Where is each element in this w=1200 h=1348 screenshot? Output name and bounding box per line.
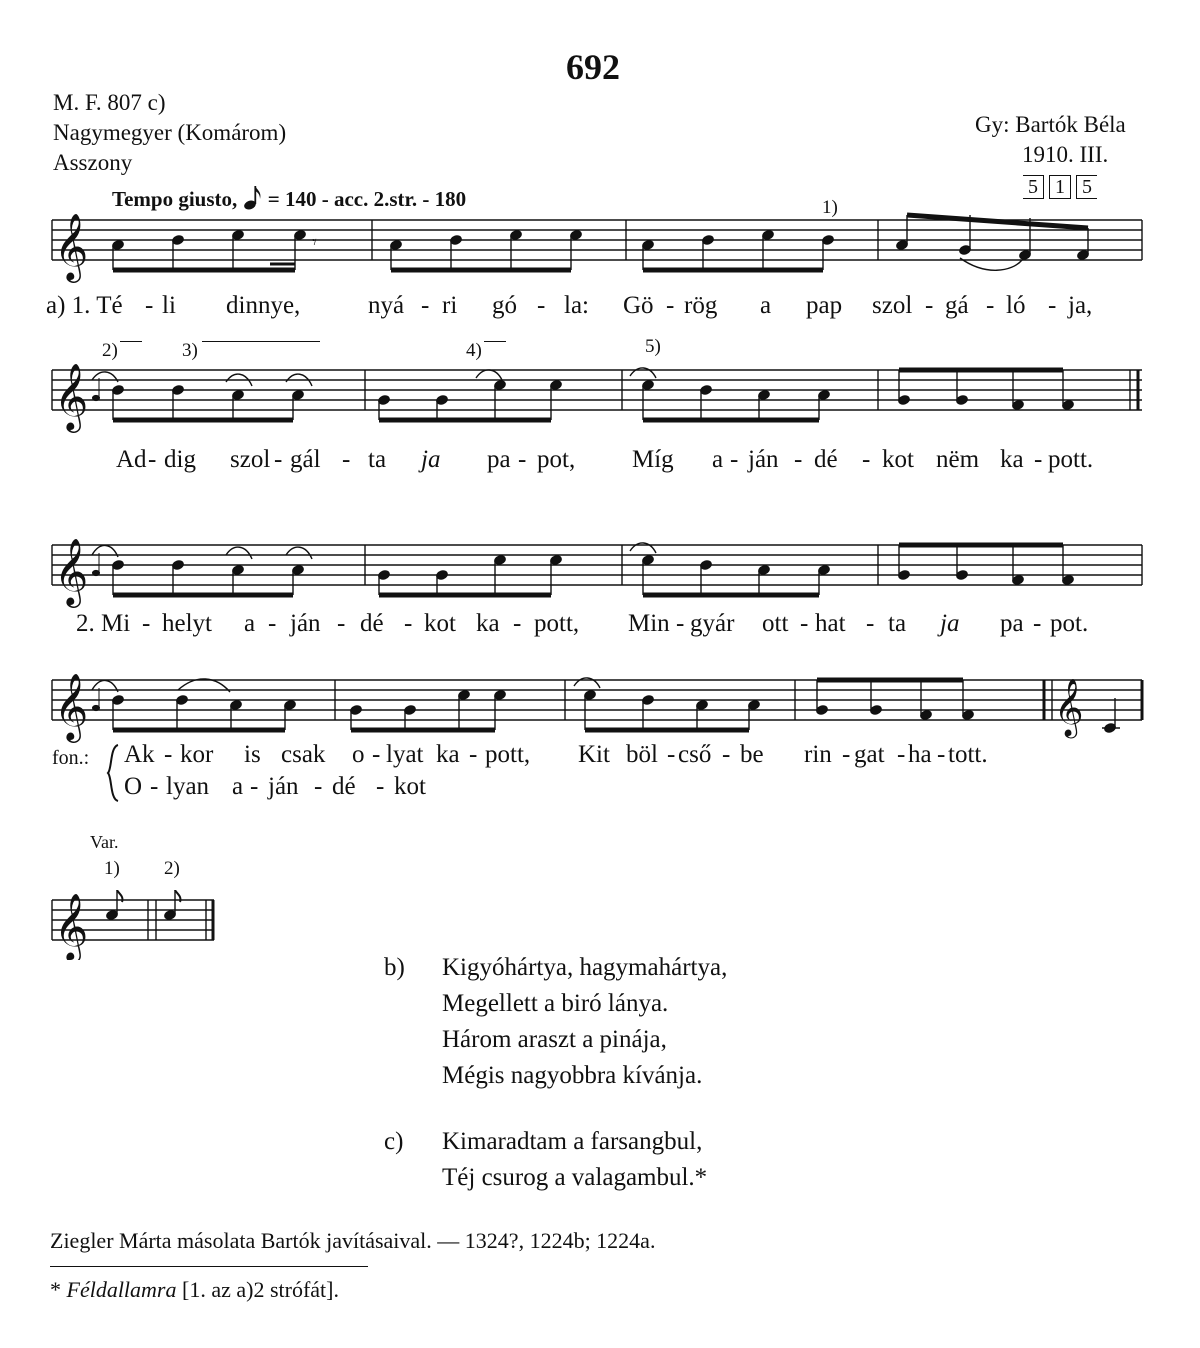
lyric-syllable: kot (882, 446, 914, 473)
lyric-syllable: o (352, 741, 365, 768)
lyric-syllable: li (162, 292, 176, 319)
marker-4: 4) (466, 340, 506, 362)
lyric-syllable: Ak (124, 741, 155, 768)
lyric-syllable: - (250, 773, 259, 800)
variant-label: Var. (90, 832, 119, 852)
lyric-syllable: 2. Mi (76, 610, 131, 637)
lyric-syllable: Kit (578, 741, 610, 768)
lyric-syllable: Ad (116, 446, 147, 473)
lyric-syllable: szol (230, 446, 271, 473)
lyric-syllable: pott. (1048, 446, 1094, 473)
lyric-syllable: helyt (162, 610, 212, 637)
treble-clef-icon: 𝄞 (1054, 678, 1084, 736)
lyric-syllable: - (148, 446, 157, 473)
lyric-syllable: - (469, 741, 478, 768)
lyric-syllable: csak (281, 741, 326, 768)
lyric-syllable: - (1033, 610, 1042, 637)
lyric-syllable: O (124, 773, 143, 800)
lyric-syllable: ka (1000, 446, 1024, 473)
page-number: 692 (566, 47, 620, 87)
footnote-marker: * (50, 1277, 61, 1302)
source-note: Ziegler Márta másolata Bartók javításaival. — 1324?, 1224b; 1224a. (50, 1228, 656, 1253)
treble-clef-icon: 𝄞 (54, 537, 89, 605)
footnote-rule (50, 1266, 368, 1267)
location: Nagymegyer (Komárom) (53, 120, 287, 145)
lyric-syllable: - (842, 741, 851, 768)
lyric-syllable: - (164, 741, 173, 768)
lyrics-line-4-label: fon.: (52, 747, 90, 769)
lyric-syllable: - (897, 741, 906, 768)
lyric-syllable: dé (814, 446, 838, 473)
lyric-syllable: a (244, 610, 256, 637)
tempo-suffix: = 140 - acc. 2.str. - 180 (267, 187, 467, 211)
marker-5: 5) (645, 336, 661, 357)
lyric-syllable: - (421, 292, 430, 319)
lyric-syllable: is (244, 741, 261, 768)
form-box-3: 5 (1076, 175, 1097, 199)
lyric-syllable: ja (421, 446, 441, 473)
marker-1: 1) (822, 197, 838, 218)
lyrics-line-4b (0, 773, 1200, 805)
lyric-syllable: - (372, 741, 381, 768)
date: 1910. III. (1022, 142, 1109, 167)
lyric-syllable: lyat (386, 741, 424, 768)
lyric-syllable: gó (492, 292, 517, 319)
lyric-syllable: dig (164, 446, 196, 473)
lyric-syllable: - (274, 446, 283, 473)
lyric-syllable: - (667, 741, 676, 768)
lyric-syllable: - (794, 446, 803, 473)
lyric-syllable: böl (626, 741, 658, 768)
verse-b (442, 950, 727, 1094)
header-right (975, 110, 1126, 170)
lyric-syllable: - (342, 446, 351, 473)
lyric-syllable: cső (678, 741, 712, 768)
lyric-syllable: - (722, 741, 731, 768)
variant-2-label: 2) (164, 858, 180, 879)
tempo-prefix: Tempo giusto, (112, 187, 238, 211)
lyric-syllable: ott (762, 610, 789, 637)
lyric-syllable: be (740, 741, 764, 768)
lyric-syllable: Míg (632, 446, 674, 473)
eighth-note-icon (243, 184, 263, 210)
svg-text:𝄾: 𝄾 (312, 232, 317, 252)
lyric-syllable: - (800, 610, 809, 637)
lyric-syllable: - (150, 773, 159, 800)
treble-clef-icon: 𝄞 (54, 672, 89, 740)
lyric-syllable: - (404, 610, 413, 637)
lyric-syllable: tott. (948, 741, 988, 768)
lyric-syllable: pap (806, 292, 843, 319)
lyric-syllable: - (376, 773, 385, 800)
collector: Gy: Bartók Béla (975, 112, 1126, 137)
lyric-syllable: - (314, 773, 323, 800)
lyrics-line-4a (0, 741, 1200, 773)
verse-c-line-1: Kimaradtam a farsangbul, (442, 1128, 703, 1155)
variant-staff (0, 890, 240, 960)
lyric-syllable: kot (394, 773, 426, 800)
lyric-syllable: a) 1. Té (46, 292, 123, 319)
lyric-syllable: szol (872, 292, 913, 319)
lyric-syllable: dé (360, 610, 384, 637)
lyric-syllable: ha (908, 741, 932, 768)
verse-c-label: c) (384, 1128, 404, 1155)
singer: Asszony (53, 150, 133, 175)
lyric-syllable: a (712, 446, 724, 473)
lyric-syllable: hat (815, 610, 846, 637)
lyric-syllable: gat (854, 741, 885, 768)
lyric-syllable: gál (290, 446, 321, 473)
lyric-syllable: - (925, 292, 934, 319)
lyrics-line-3 (0, 610, 1200, 642)
lyric-syllable: - (1034, 446, 1043, 473)
lyric-syllable: a (760, 292, 772, 319)
lyrics-line-2 (0, 446, 1200, 478)
lyric-syllable: ján (748, 446, 779, 473)
lyric-syllable: ka (476, 610, 500, 637)
lyric-syllable: ján (268, 773, 299, 800)
verse-b-line-3: Három araszt a pinája, (442, 1026, 667, 1053)
verse-b-line-1: Kigyóhártya, hagymahártya, (442, 954, 728, 981)
lyric-syllable: pa (487, 446, 511, 473)
treble-clef-icon: 𝄞 (54, 362, 89, 430)
lyric-syllable: a (232, 773, 244, 800)
tempo-marking (112, 184, 466, 212)
lyric-syllable: ja (940, 610, 960, 637)
lyric-syllable: Min (628, 610, 670, 637)
lyric-syllable: kot (424, 610, 456, 637)
lyric-syllable: ja, (1068, 292, 1093, 319)
lyric-syllable: - (142, 610, 151, 637)
lyric-syllable: rög (684, 292, 718, 319)
lyric-syllable: - (730, 446, 739, 473)
lyric-syllable: pott, (534, 610, 580, 637)
form-box-1: 5 (1023, 175, 1044, 199)
lyric-syllable: ta (368, 446, 387, 473)
lyric-syllable: pot. (1050, 610, 1089, 637)
lyric-syllable: dé (332, 773, 356, 800)
verse-c-line-2: Téj csurog a valagambul.* (442, 1164, 708, 1191)
lyric-syllable: - (986, 292, 995, 319)
lyric-syllable: - (537, 292, 546, 319)
lyric-syllable: - (337, 610, 346, 637)
collection-id: M. F. 807 c) (53, 90, 166, 115)
lyric-syllable: - (666, 292, 675, 319)
lyric-syllable: nëm (936, 446, 980, 473)
lyrics-line-1 (0, 292, 1200, 324)
marker-2: 2) (102, 340, 142, 362)
lyric-syllable: Gö (623, 292, 654, 319)
lyric-syllable: - (513, 610, 522, 637)
variant-1-label: 1) (104, 858, 120, 879)
lyric-syllable: pot, (537, 446, 576, 473)
lyric-syllable: ta (888, 610, 907, 637)
lyric-syllable: - (862, 446, 871, 473)
lyric-syllable: - (937, 741, 946, 768)
lyric-syllable: gyár (690, 610, 735, 637)
treble-clef-icon: 𝄞 (54, 212, 89, 280)
lyric-syllable: ló (1006, 292, 1026, 319)
verse-b-line-4: Mégis nagyobbra kívánja. (442, 1062, 703, 1089)
marker-3: 3) (182, 340, 320, 362)
form-box-2: 1 (1049, 175, 1071, 199)
lyric-syllable: ri (442, 292, 458, 319)
treble-clef-icon: 𝄞 (54, 892, 89, 960)
lyric-syllable: lyan (166, 773, 210, 800)
lyric-syllable: gá (945, 292, 969, 319)
lyric-syllable: pott, (485, 741, 531, 768)
lyric-syllable: - (145, 292, 154, 319)
lyric-syllable: nyá (368, 292, 405, 319)
footnote-rest: [1. az a)2 strófát]. (182, 1277, 339, 1302)
lyric-syllable: la: (564, 292, 589, 319)
footnote (50, 1277, 339, 1303)
verse-c (442, 1124, 707, 1196)
form-boxes (1023, 175, 1097, 199)
lyric-syllable: - (676, 610, 685, 637)
verse-b-line-2: Megellett a biró lánya. (442, 990, 669, 1017)
header-left (53, 88, 286, 178)
verse-b-label: b) (384, 954, 405, 981)
footnote-italic: Féldallamra (66, 1277, 177, 1302)
lyric-syllable: ján (290, 610, 321, 637)
lyric-syllable: - (1048, 292, 1057, 319)
lyric-syllable: dinnye, (226, 292, 301, 319)
lyric-syllable: - (268, 610, 277, 637)
lyric-syllable: - (866, 610, 875, 637)
lyric-syllable: ka (436, 741, 460, 768)
lyric-syllable: - (518, 446, 527, 473)
lyric-syllable: rin (804, 741, 832, 768)
lyric-syllable: kor (180, 741, 214, 768)
lyric-syllable: pa (1000, 610, 1024, 637)
